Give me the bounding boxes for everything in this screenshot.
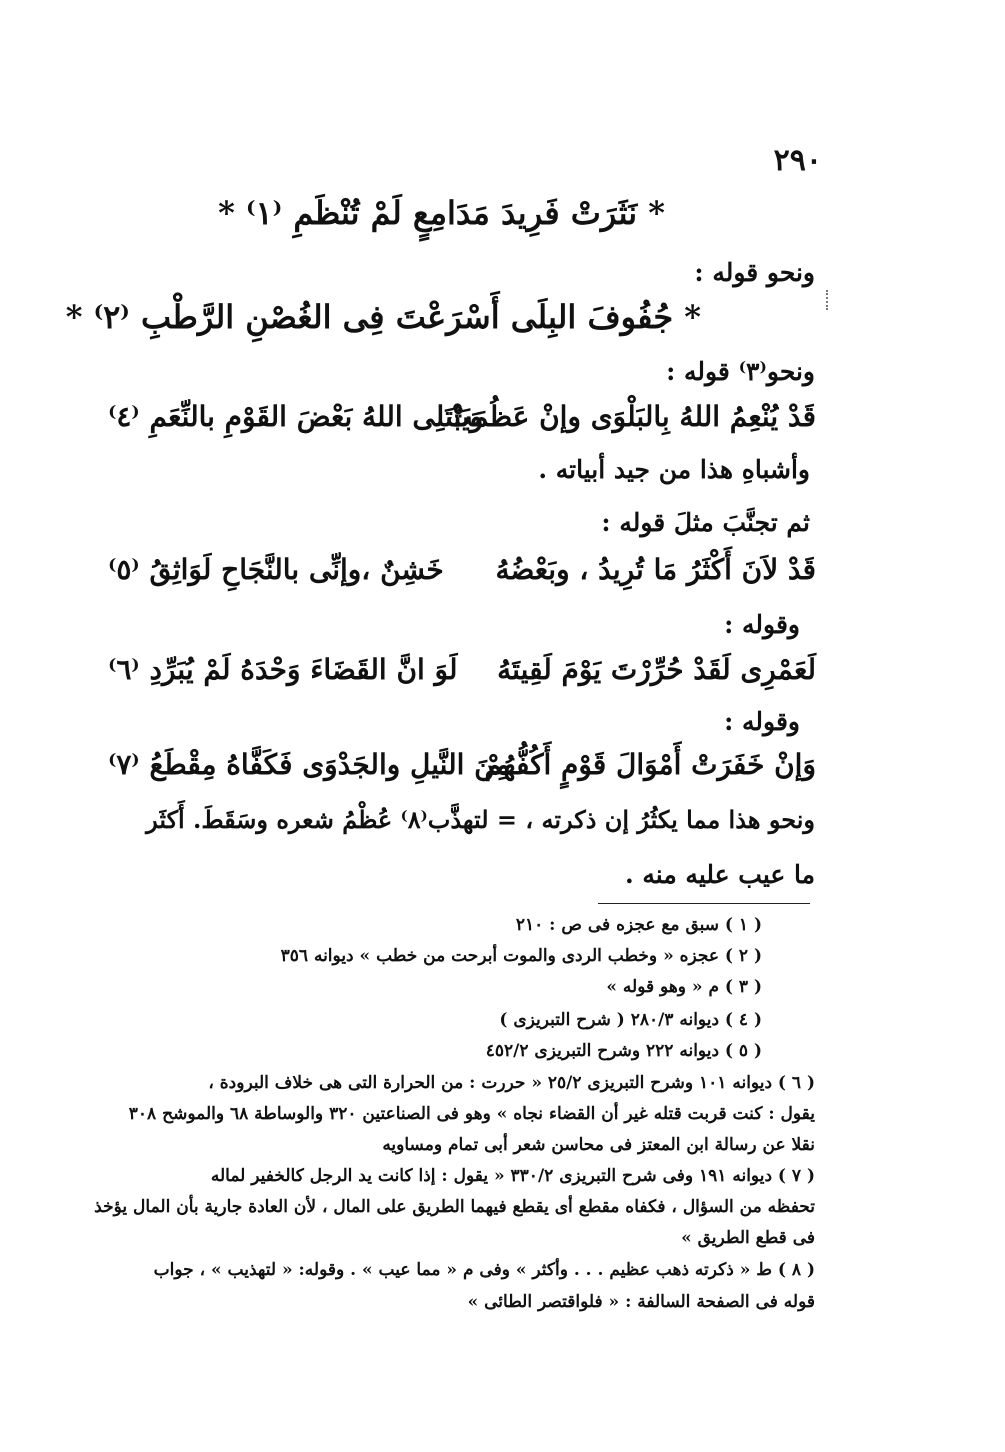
footnote-6-line-2: يقول : كنت قربت قتله غير أن القضاء نجاه » وهو فى الصناعتين ٣٢٠ والوساطة ٦٨ والموشح ٣٠٨ xyxy=(128,1104,815,1124)
margin-mark xyxy=(826,290,830,310)
bayt-3 xyxy=(108,400,816,444)
prose-line-2: ثم تجنَّبَ مثلَ قوله : xyxy=(601,508,810,537)
bayt-7-first-hemistich: وَإنْ خَفَرَتْ أَمْوَالَ قَوْمٍ أَكُفُّهُمْ xyxy=(484,748,816,781)
bayt-5-first-hemistich: قَدْ لاَنَ أَكْثَرُ مَا تُرِيدُ ، وبَعْضُهُ xyxy=(495,553,816,586)
footnote-3: ( ٣ ) م « وهو قوله » xyxy=(606,977,762,997)
prose-line-4: ما عيب عليه منه . xyxy=(624,860,815,889)
verse-line-1: * نَثَرَتْ فَرِيدَ مَدَامِعٍ لَمْ تُنْظَمِ ⁽١⁾ * xyxy=(218,194,665,232)
bayt-6-first-hemistich: لَعَمْرِى لَقَدْ حُرِّرْتَ يَوْمَ لَقِيتَهُ xyxy=(497,653,816,686)
page-number: ٢٩٠ xyxy=(773,143,822,178)
footnote-6-line-3: نقلا عن رسالة ابن المعتز فى محاسن شعر أبى تمام ومساويه xyxy=(382,1135,815,1155)
footnote-4: ( ٤ ) ديوانه ٢٨٠/٣ ( شرح التبريزى ) xyxy=(499,1010,762,1030)
bayt-6 xyxy=(108,653,816,697)
bayt-5-second-hemistich: خَشِنٌ ،وإنِّى بالنَّجَاحِ لَوَاثِقُ ⁽٥⁾ xyxy=(108,553,444,586)
intro-line-7: وقوله : xyxy=(724,707,800,736)
verse-line-2: * جُفُوفَ البِلَى أَسْرَعْتَ فِى الغُصْنِ الرَّطْبِ ⁽٢⁾ * xyxy=(65,298,701,336)
intro-line-6: وقوله : xyxy=(724,610,800,639)
footnote-divider xyxy=(598,903,810,904)
bayt-3-second-hemistich: وَيَبْتَلِى اللهُ بَعْضَ القَوْمِ بالنِّعَمِ ⁽٤⁾ xyxy=(108,400,484,433)
bayt-3-first-hemistich: قَدْ يُنْعِمُ اللهُ بِالبَلْوَى وإنْ عَظُمَتْ xyxy=(446,400,816,433)
footnote-8-line-1: ( ٨ ) ط « ذكرته ذهب عظيم . . . وأكثر » وفى م « مما عيب » . وقوله: « لتهذيب » ، جواب xyxy=(153,1260,815,1280)
bayt-7-second-hemistich: مِنَ النَّيلِ والجَدْوَى فَكَفَّاهُ مِقْطَعُ ⁽٧⁾ xyxy=(108,748,511,781)
intro-line-3: ونحو⁽٣⁾ قوله : xyxy=(666,357,815,386)
footnote-1: ( ١ ) سبق مع عجزه فى ص : ٢١٠ xyxy=(515,915,762,935)
footnote-8-line-2: قوله فى الصفحة السالفة : « فلواقتصر الطائى » xyxy=(467,1292,815,1312)
bayt-6-second-hemistich: لَوَ انَّ القَضَاءَ وَحْدَهُ لَمْ يُبَرِّدِ ⁽٦⁾ xyxy=(108,653,458,686)
prose-line-1: وأشباهِ هذا من جيد أبياته . xyxy=(538,455,810,484)
intro-line-2: ونحو قوله : xyxy=(694,258,815,287)
prose-line-3: ونحو هذا مما يكثُرُ إن ذكرته ، = لتهذَّب⁽٨⁾ عُظْمُ شعره وسَقَطَ. أَكثَر xyxy=(146,805,815,834)
bayt-7 xyxy=(108,748,816,792)
footnote-7-line-2: تحفظه من السؤال ، فكفاه مقطع أى يقطع فيهما الطريق على المال ، لأن العادة جارية بأن المال يؤخذ xyxy=(94,1197,815,1217)
footnote-2: ( ٢ ) عجزه « وخطب الردى والموت أبرحت من خطب » ديوانه ٣٥٦ xyxy=(280,946,762,966)
footnote-6-line-1: ( ٦ ) ديوانه ١٠١ وشرح التبريزى ٢٥/٢ « حررت : من الحرارة التى هى خلاف البرودة ، xyxy=(208,1073,815,1093)
footnote-7-line-1: ( ٧ ) ديوانه ١٩١ وفى شرح التبريزى ٣٣٠/٢ « يقول : إذا كانت يد الرجل كالخفير لماله xyxy=(210,1166,815,1186)
bayt-5 xyxy=(108,553,816,597)
footnote-5: ( ٥ ) ديوانه ٢٢٢ وشرح التبريزى ٤٥٢/٢ xyxy=(485,1041,762,1061)
footnote-7-line-3: فى قطع الطريق » xyxy=(681,1228,815,1248)
